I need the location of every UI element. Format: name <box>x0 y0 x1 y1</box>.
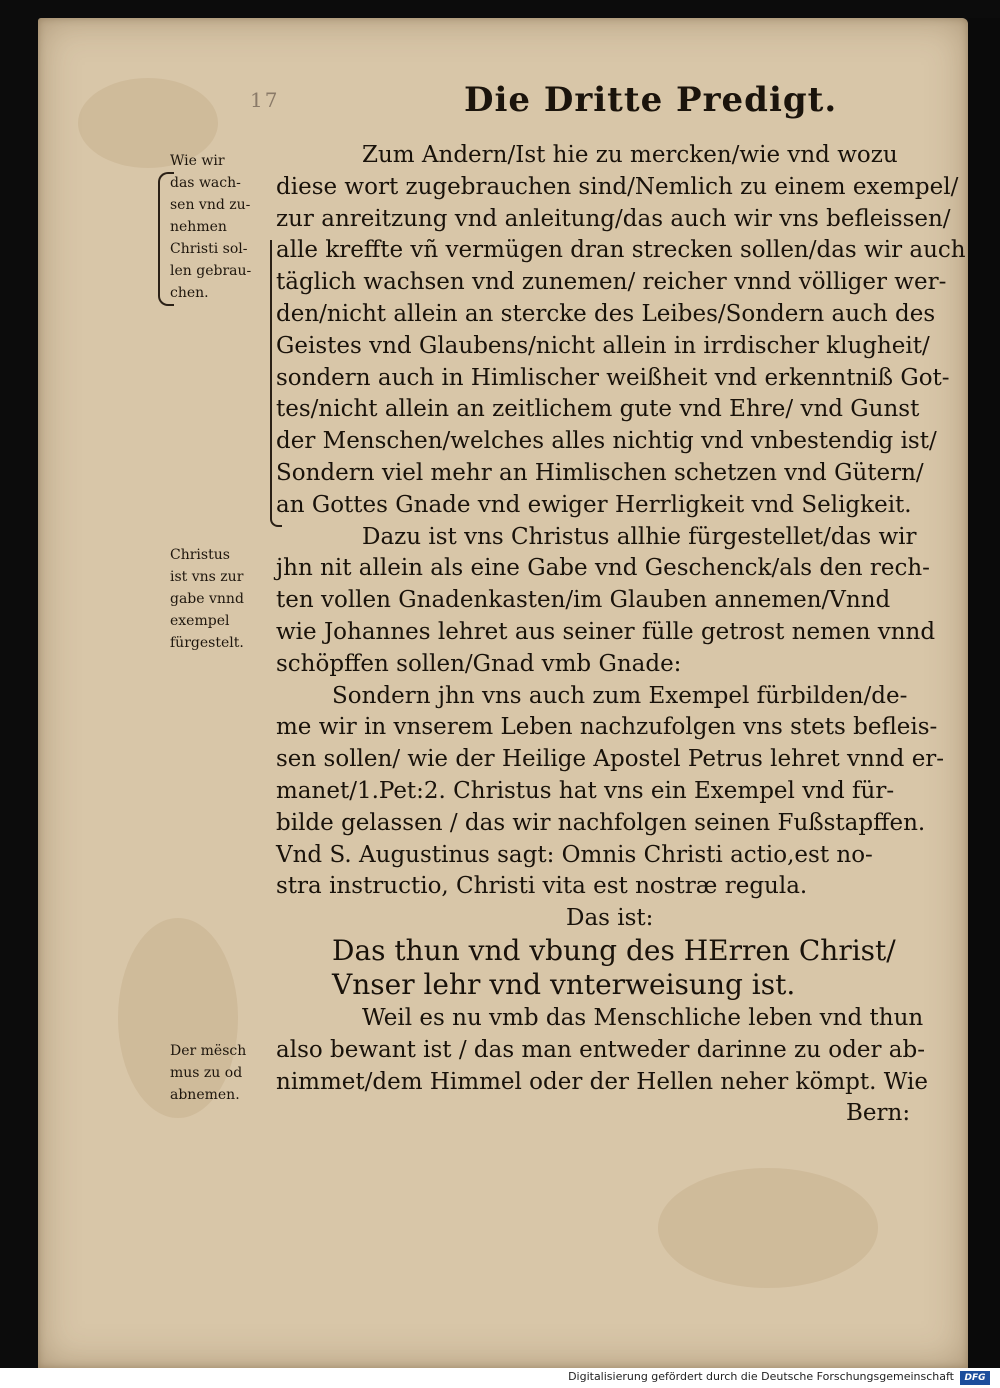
margin-note-line: ist vns zur <box>170 569 244 585</box>
footer-credit: Digitalisierung gefördert durch die Deutsche Forschungsgemeinschaft <box>568 1370 954 1383</box>
text-line: nimmet/dem Himmel oder der Hellen neher kömpt. Wie <box>276 1068 928 1095</box>
margin-note-line: mus zu od <box>170 1065 243 1081</box>
margin-note-line: len gebrau- <box>170 263 252 279</box>
text-line: stra instructio, Christi vita est nostræ regula. <box>276 873 808 900</box>
margin-note-line: nehmen <box>170 219 227 235</box>
margin-note-line: Der mësch <box>170 1043 247 1059</box>
margin-note-line: exempel <box>170 613 230 629</box>
footer <box>0 1368 1000 1388</box>
margin-note-line: gabe vnnd <box>170 591 244 607</box>
main-text <box>276 140 966 1130</box>
text-line: schöpffen sollen/Gnad vmb Gnade: <box>276 650 682 677</box>
margin-brace <box>158 172 174 306</box>
text-line: sen sollen/ wie der Heilige Apostel Petrus lehret vnnd er- <box>276 746 945 773</box>
verse-line: Vnser lehr vnd vnterweisung ist. <box>332 967 796 1001</box>
catchword: Bern: <box>846 1100 911 1127</box>
text-line: sondern auch in Himlischer weißheit vnd erkenntniß Got- <box>276 364 950 391</box>
text-line: manet/1.Pet:2. Christus hat vns ein Exempel vnd für- <box>276 777 895 804</box>
margin-note-line: fürgestelt. <box>170 635 244 651</box>
text-line: bilde gelassen / das wir nachfolgen seinen Fußstapffen. <box>276 809 926 836</box>
text-line: Zum Andern/Ist hie zu mercken/wie vnd wozu <box>362 142 898 168</box>
text-line: an Gottes Gnade vnd ewiger Herrligkeit vnd Seligkeit. <box>276 491 912 518</box>
margin-note-line: Christus <box>170 547 230 563</box>
text-line: Sondern jhn vns auch zum Exempel fürbilden/de- <box>332 682 908 709</box>
margin-note-line: Wie wir <box>170 153 225 169</box>
text-line: jhn nit allein als eine Gabe vnd Geschenck/als den rech- <box>276 555 930 582</box>
scan-edge <box>968 18 1000 1368</box>
verse-line: Das thun vnd vbung des HErren Christ/ <box>332 933 896 967</box>
text-line: tes/nicht allein an zeitlichem gute vnd Ehre/ vnd Gunst <box>276 396 920 423</box>
text-line: Weil es nu vmb das Menschliche leben vnd thun <box>362 1004 924 1031</box>
text-line: ten vollen Gnadenkasten/im Glauben annemen/Vnnd <box>276 587 891 614</box>
margin-note-1 <box>170 150 280 304</box>
running-head: Die Dritte Predigt. <box>464 80 838 120</box>
paper-stain <box>658 1168 878 1288</box>
margin-note-3 <box>170 1040 280 1106</box>
text-line: Vnd S. Augustinus sagt: Omnis Christi actio,est no- <box>276 841 873 868</box>
text-line: alle kreffte vñ vermügen dran strecken sollen/das wir auch <box>276 237 966 264</box>
text-line: me wir in vnserem Leben nachzufolgen vns stets befleis- <box>276 714 938 741</box>
text-line: Sondern viel mehr an Himlischen schetzen vnd Gütern/ <box>276 459 924 486</box>
margin-note-line: sen vnd zu- <box>170 197 251 213</box>
text-line: Das ist: <box>566 905 654 932</box>
text-line: Dazu ist vns Christus allhie fürgestellet/das wir <box>362 523 917 550</box>
text-line: wie Johannes lehret aus seiner fülle getrost nemen vnnd <box>276 618 936 645</box>
text-line: täglich wachsen vnd zunemen/ reicher vnnd völliger wer- <box>276 269 947 296</box>
dfg-logo-icon: DFG <box>960 1371 990 1385</box>
margin-note-line: das wach- <box>170 175 241 191</box>
text-line: der Menschen/welches alles nichtig vnd vnbestendig ist/ <box>276 428 937 455</box>
page-number: 17 <box>250 88 280 112</box>
margin-note-2 <box>170 544 280 654</box>
margin-note-line: abnemen. <box>170 1087 240 1103</box>
margin-note-line: chen. <box>170 285 209 301</box>
text-line: also bewant ist / das man entweder darinne zu oder ab- <box>276 1036 925 1063</box>
text-line: Geistes vnd Glaubens/nicht allein in irrdischer klugheit/ <box>276 332 930 359</box>
text-line: diese wort zugebrauchen sind/Nemlich zu einem exempel/ <box>276 173 959 200</box>
margin-note-line: Christi sol- <box>170 241 248 257</box>
text-line: den/nicht allein an stercke des Leibes/Sondern auch des <box>276 300 936 327</box>
text-line: zur anreitzung vnd anleitung/das auch wir vns befleissen/ <box>276 205 951 232</box>
